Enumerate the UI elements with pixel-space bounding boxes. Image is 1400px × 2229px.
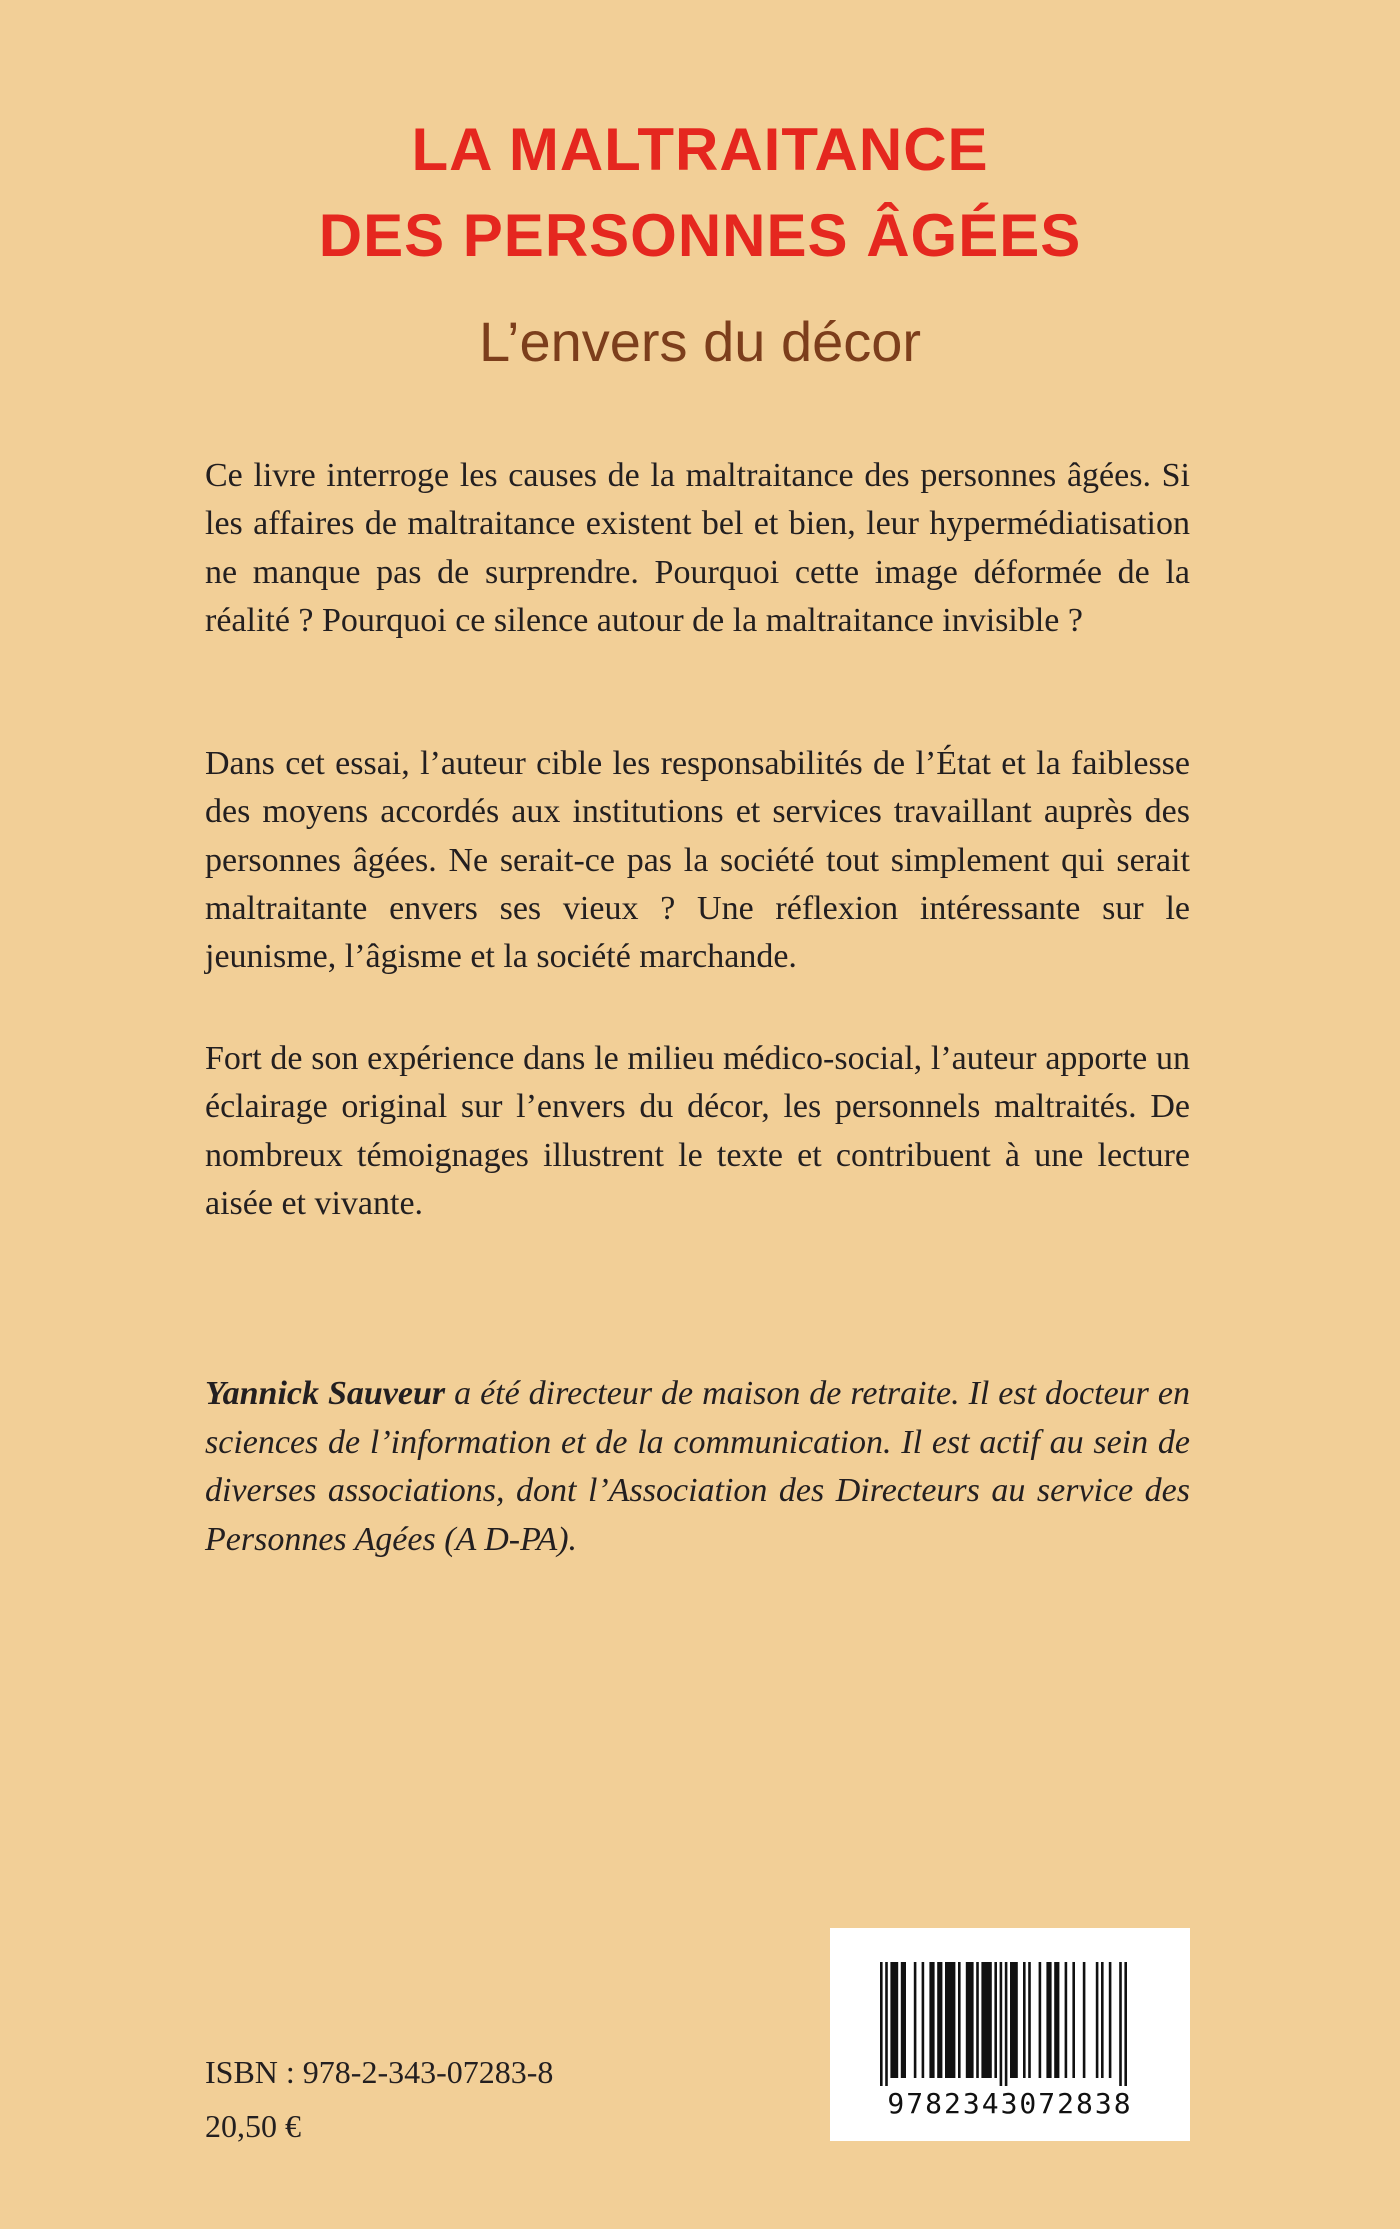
barcode-bar xyxy=(901,1962,906,2078)
summary-paragraph-2: Dans cet essai, l’auteur cible les responsabilités de l’État et la faiblesse des moyens accordés aux institutions et services travaillant auprès des personnes âgées. Ne serait-ce pas la société tout simplement qui serait maltraitante envers ses vieux ? Une réflexion intéressante sur le jeunisme, l’âgisme et la société marchande. xyxy=(205,745,1190,976)
barcode-bar xyxy=(994,1962,997,2078)
barcode-bar xyxy=(981,1962,991,2078)
price: 20,50 € xyxy=(205,2108,301,2144)
barcode-bar xyxy=(958,1962,961,2078)
summary-paragraph-3: Fort de son expérience dans le milieu médico-social, l’auteur apporte un éclairage original sur l’envers du décor, les personnels maltraités. De nombreux témoignages illustrent le texte et contribuent à une lecture aisée et vivante. xyxy=(205,1040,1190,1222)
barcode-bar xyxy=(1083,1962,1086,2078)
barcode-bar xyxy=(880,1962,883,2086)
barcode-bar xyxy=(1096,1962,1099,2078)
barcode-bar xyxy=(885,1962,888,2086)
barcode-bar xyxy=(945,1962,955,2078)
barcode-bar xyxy=(1010,1962,1018,2078)
barcode-bar xyxy=(1065,1962,1068,2078)
barcode-bar xyxy=(1072,1962,1075,2078)
barcode-bar xyxy=(929,1962,934,2078)
book-title-line-1: LA MALTRAITANCE xyxy=(411,116,989,183)
barcode-bar xyxy=(1028,1962,1031,2078)
barcode-bar xyxy=(1005,1962,1008,2086)
barcode-bar xyxy=(922,1962,925,2078)
author-bio-text: a été directeur de maison de retraite. Il est docteur en sciences de l’information et de la communication. Il est actif au sein de diverses associations, dont l’Association des Directeurs au service des Personnes Agées (A D-PA). xyxy=(205,1375,1190,1558)
barcode-bars xyxy=(880,1962,1140,2086)
barcode-bar xyxy=(1124,1962,1127,2086)
barcode-digits: 9782343072838 xyxy=(887,2087,1133,2120)
barcode-bar xyxy=(890,1962,898,2078)
isbn: ISBN : 978-2-343-07283-8 xyxy=(205,2054,554,2090)
barcode-bar xyxy=(914,1962,917,2078)
barcode-bar xyxy=(1101,1962,1104,2078)
author-bio xyxy=(205,1370,1190,1564)
barcode-bar xyxy=(1109,1962,1112,2078)
barcode-bar xyxy=(1119,1962,1122,2086)
book-subtitle: L’envers du décor xyxy=(478,310,922,373)
barcode-bar xyxy=(976,1962,979,2078)
author-name: Yannick Sauveur xyxy=(205,1375,446,1412)
barcode xyxy=(830,1928,1190,2141)
barcode-bar xyxy=(1023,1962,1026,2078)
book-title-line-2: DES PERSONNES ÂGÉES xyxy=(318,202,1082,269)
summary-paragraph-1: Ce livre interroge les causes de la maltraitance des personnes âgées. Si les affaires de maltraitance existent bel et bien, leur hypermédiatisation ne manque pas de surprendre. Pourquoi cette image déformée de la réalité ? Pourquoi ce silence autour de la maltraitance invisible ? xyxy=(205,457,1190,639)
barcode-bar xyxy=(966,1962,974,2078)
barcode-bar xyxy=(1054,1962,1059,2078)
barcode-bar xyxy=(1039,1962,1042,2078)
barcode-bar xyxy=(1046,1962,1051,2078)
barcode-bar xyxy=(937,1962,942,2078)
barcode-bar xyxy=(1000,1962,1003,2086)
